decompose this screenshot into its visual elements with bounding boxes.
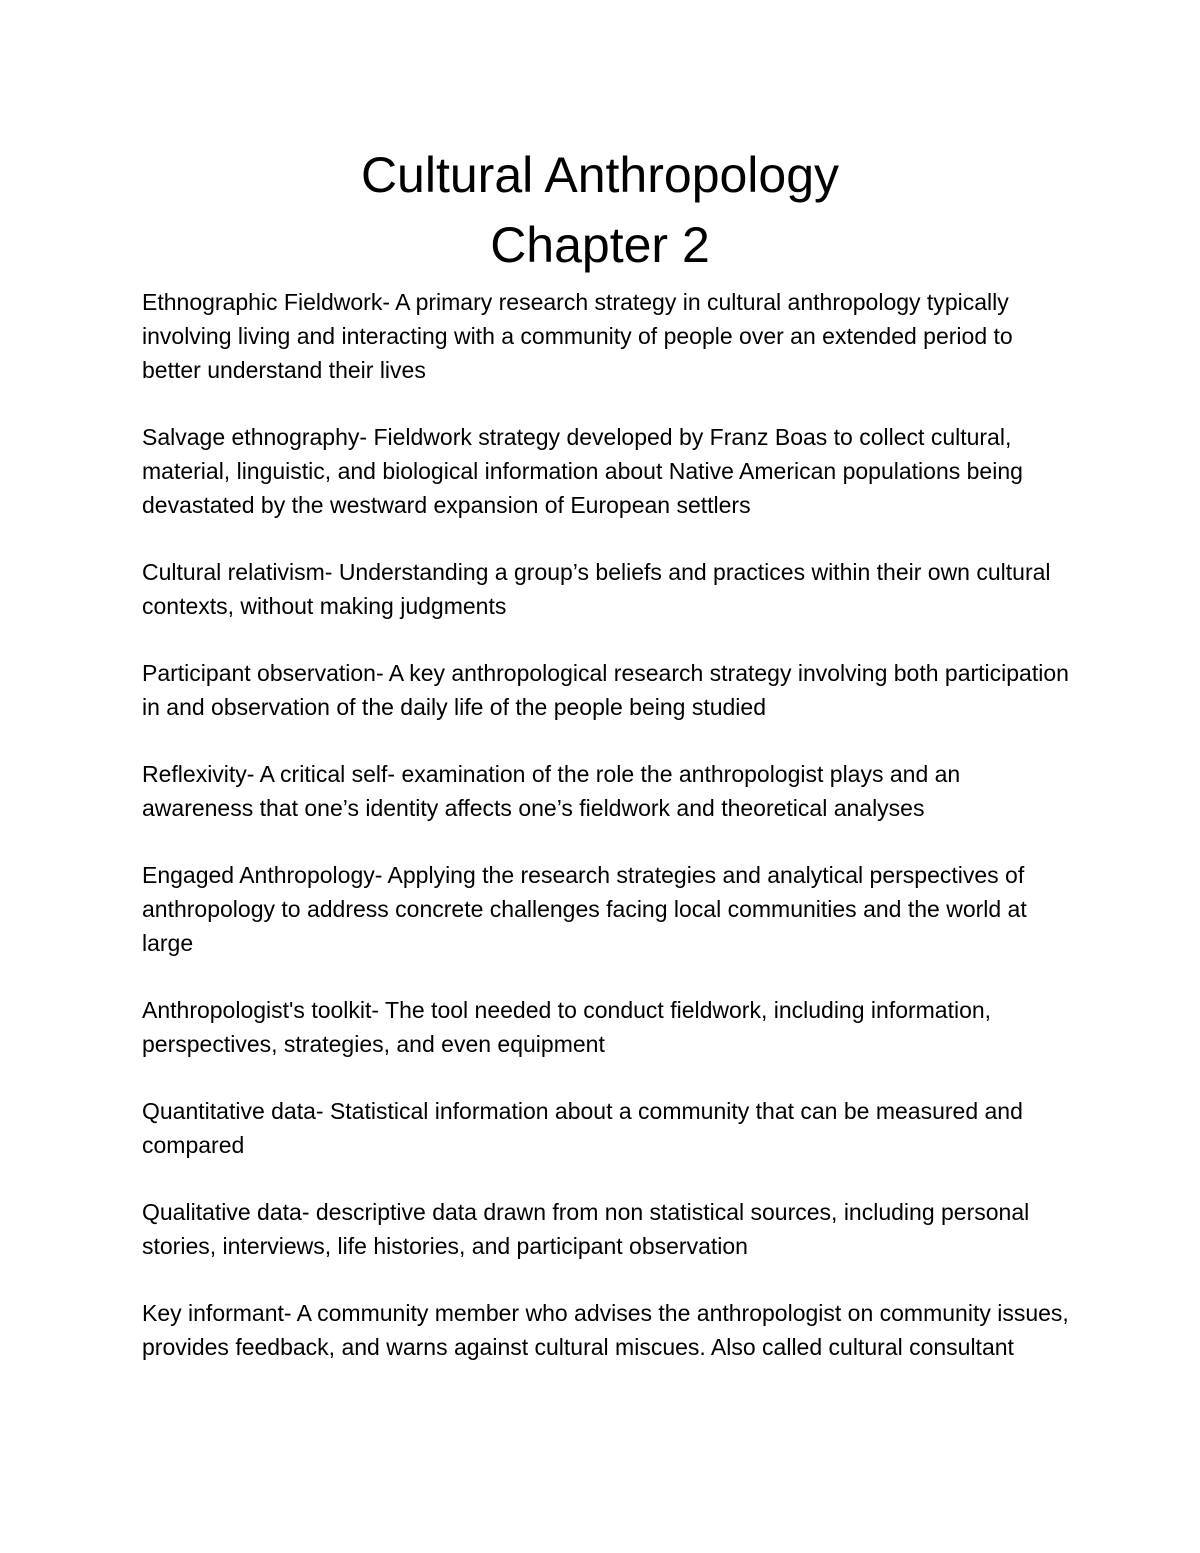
term-salvage-ethnography: Salvage ethnography- Fieldwork strategy developed by Franz Boas to collect cultural, material, linguistic, and biological information about Native American populations being devastated by the westward expansion of European settlers	[142, 424, 1023, 518]
term-qualitative-data: Qualitative data- descriptive data drawn from non statistical sources, including personal stories, interviews, life histories, and participant observation	[142, 1199, 1030, 1259]
term-cultural-relativism: Cultural relativism- Understanding a group’s beliefs and practices within their own cultural contexts, without making judgments	[142, 559, 1051, 619]
term-engaged-anthropology: Engaged Anthropology- Applying the research strategies and analytical perspectives of anthropology to address concrete challenges facing local communities and the world at large	[142, 862, 1027, 956]
document-title: Cultural Anthropology	[360, 147, 840, 203]
term-anthropologists-toolkit: Anthropologist's toolkit- The tool needed to conduct fieldwork, including information, perspectives, strategies, and even equipment	[142, 997, 992, 1057]
term-ethnographic-fieldwork: Ethnographic Fieldwork- A primary research strategy in cultural anthropology typically involving living and interacting with a community of people over an extended period to better understand their lives	[142, 289, 1013, 383]
term-quantitative-data: Quantitative data- Statistical information about a community that can be measured and compared	[142, 1098, 1023, 1158]
terms-list	[142, 285, 1072, 1397]
document-subtitle: Chapter 2	[490, 217, 710, 273]
term-participant-observation: Participant observation- A key anthropological research strategy involving both participation in and observation of the daily life of the people being studied	[142, 660, 1069, 720]
title-block	[0, 140, 1200, 280]
term-reflexivity: Reflexivity- A critical self- examination of the role the anthropologist plays and an awareness that one’s identity affects one’s fieldwork and theoretical analyses	[142, 761, 961, 821]
term-key-informant: Key informant- A community member who advises the anthropologist on community issues, provides feedback, and warns against cultural miscues. Also called cultural consultant	[142, 1300, 1069, 1360]
